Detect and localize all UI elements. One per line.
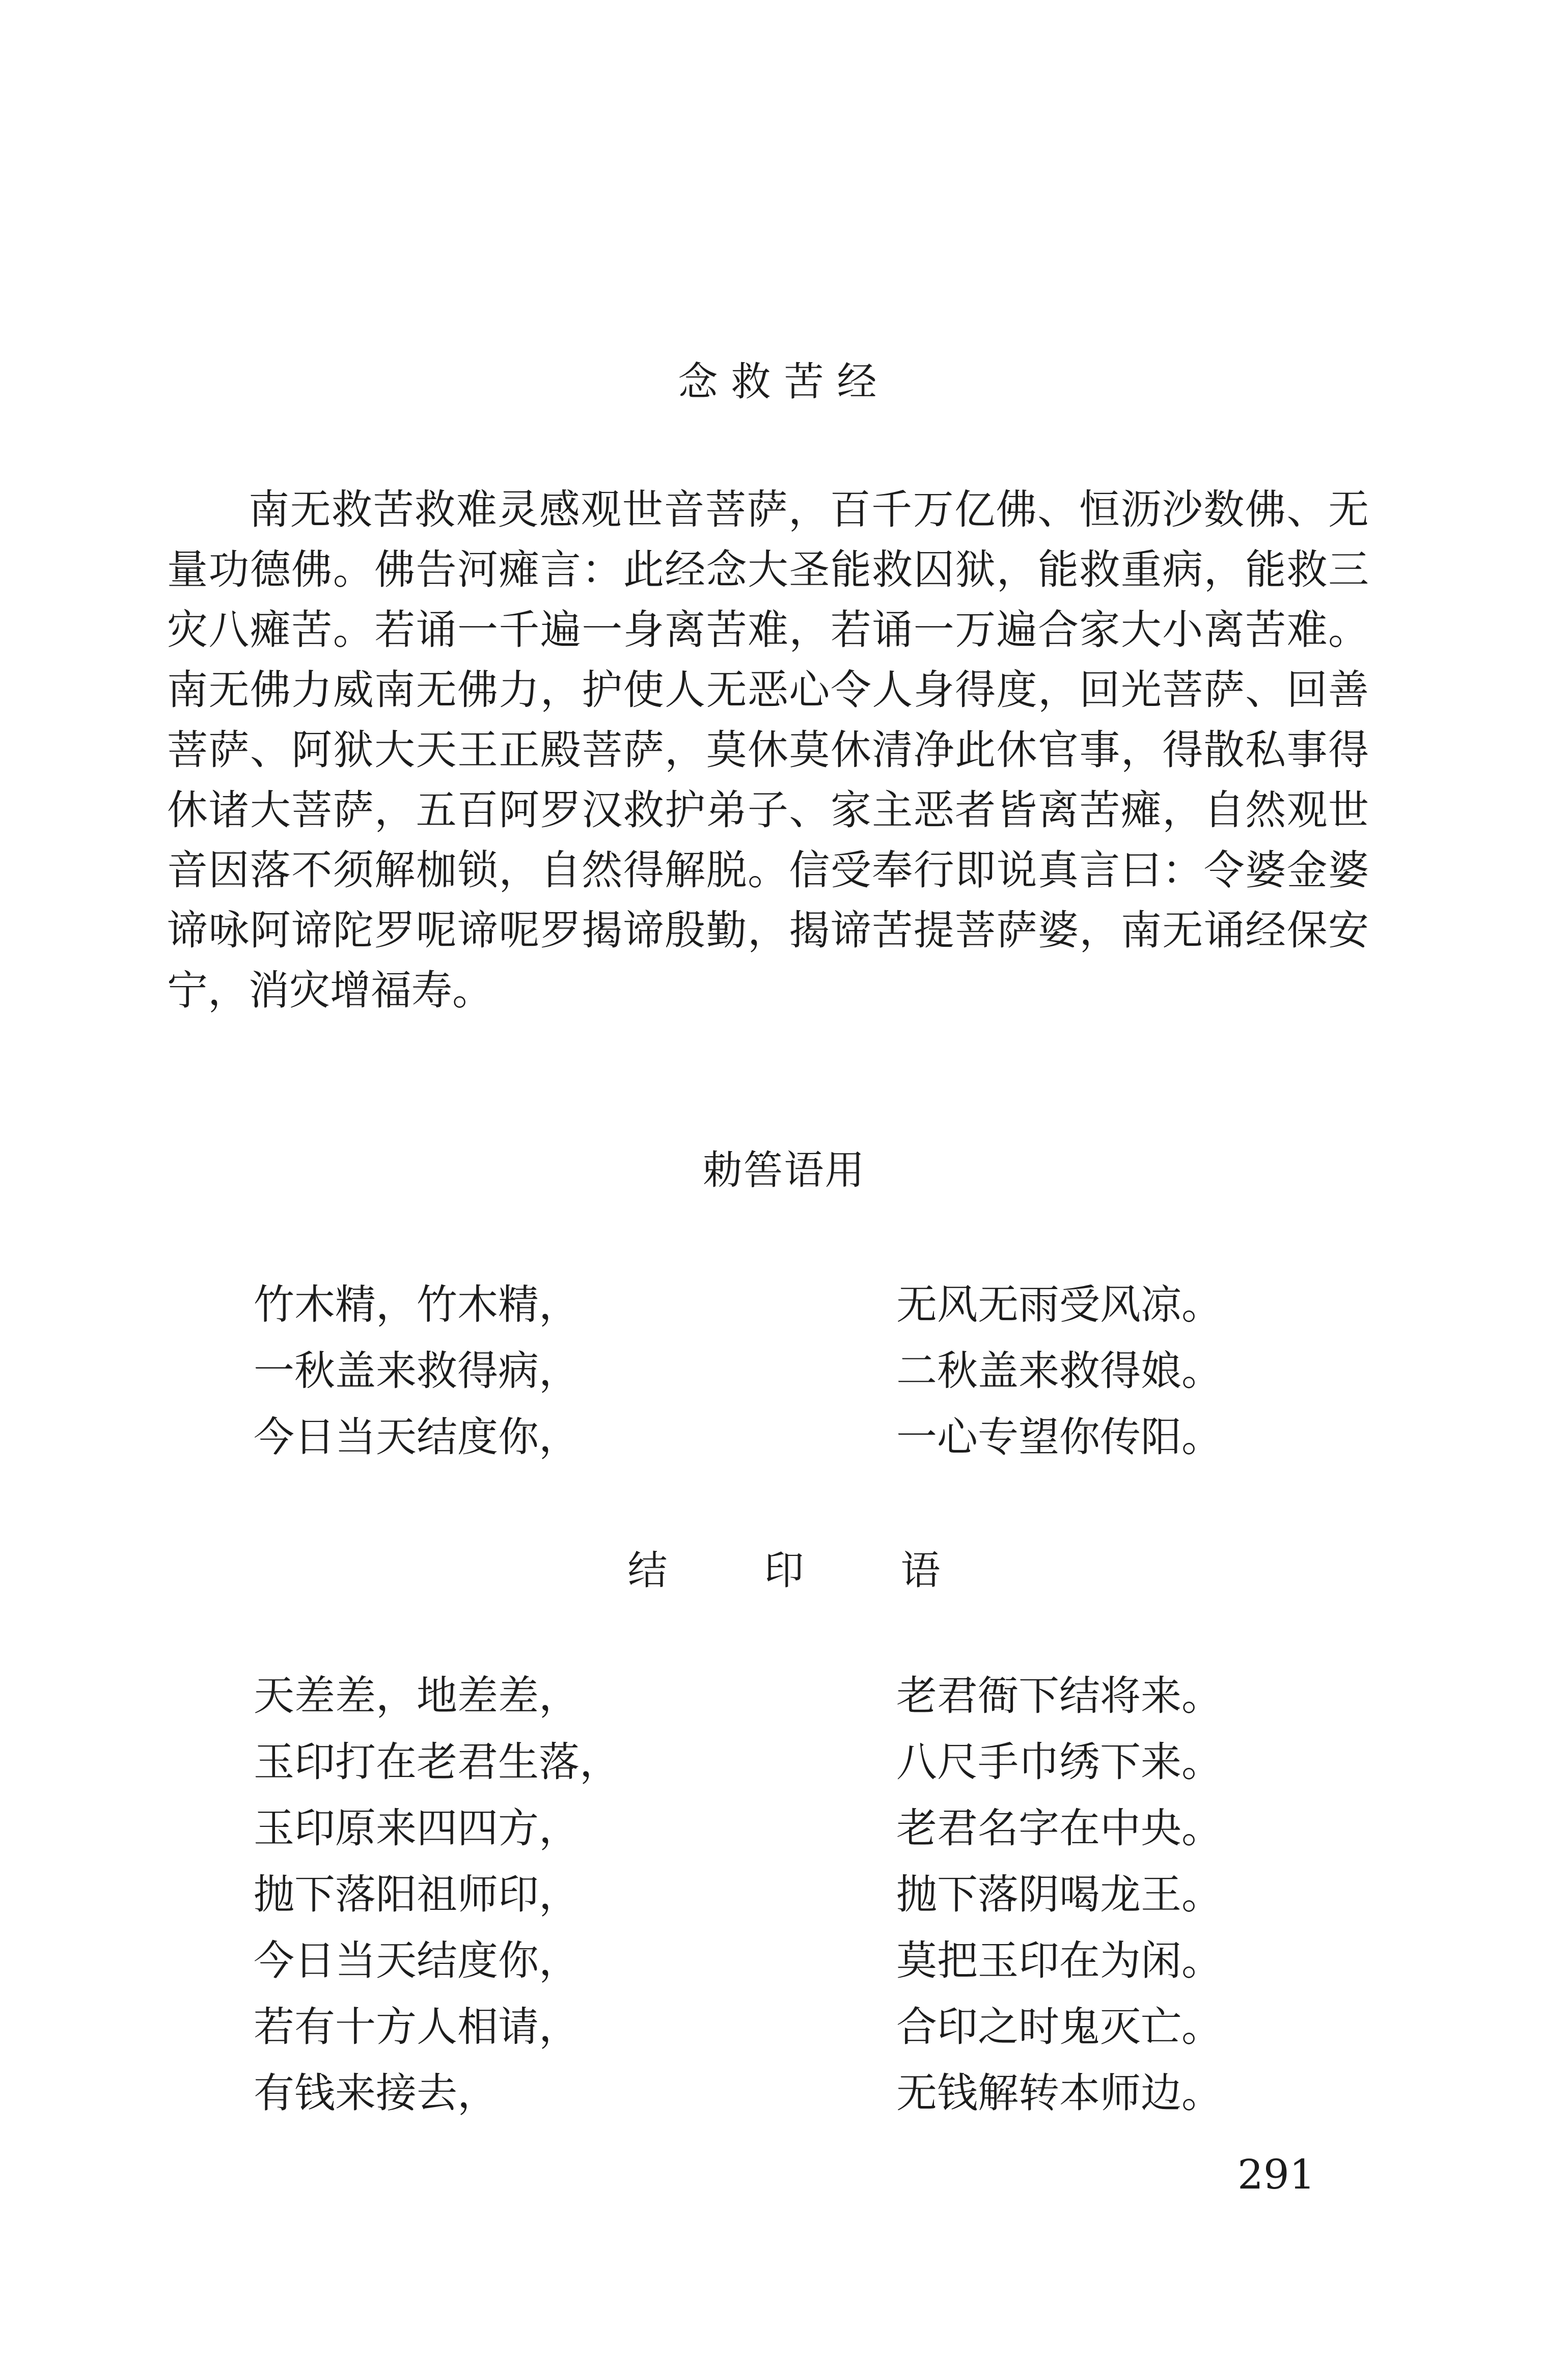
verse-line-left: 玉印打在老君生落， bbox=[254, 1738, 620, 1786]
verse-block-jieyin bbox=[0, 1663, 1568, 2126]
verse-line-right: 老君名字在中央。 bbox=[896, 1805, 1222, 1852]
verse-line-left: 一秋盖来救得病， bbox=[254, 1347, 580, 1395]
section-title-chigao: 勅筶语用 bbox=[702, 1147, 866, 1193]
verse-line-left: 今日当天结度你， bbox=[254, 1937, 580, 1984]
verse-block-chigao bbox=[0, 1272, 1568, 1470]
verse-line-right: 二秋盖来救得娘。 bbox=[896, 1347, 1222, 1395]
title-char: 语 bbox=[900, 1548, 941, 1594]
verse-line-left: 有钱来接去， bbox=[254, 2069, 498, 2117]
verse-row bbox=[0, 1928, 1568, 1994]
verse-line-left: 竹木精，竹木精， bbox=[254, 1281, 580, 1328]
verse-row bbox=[0, 1404, 1568, 1470]
verse-line-right: 莫把玉印在为闲。 bbox=[896, 1937, 1222, 1984]
verse-line-left: 天差差，地差差， bbox=[254, 1672, 580, 1719]
scripture-paragraph: 南无救苦救难灵感观世音菩萨，百千万亿佛、恒沥沙数佛、无量功德佛。佛告河瘫言：此经念大圣能救囚狱，能救重病，能救三灾八瘫苦。若诵一千遍一身离苦难，若诵一万遍合家大小离苦难。南无佛力威南无佛力，护使人无恶心令人身得度，回光菩萨、回善菩萨、阿狱大天王正殿菩萨，莫休莫休清净此休官事，得散私事得休诸大菩萨，五百阿罗汉救护弟子、家主恶者皆离苦瘫，自然观世音因落不须解枷锁，自然得解脱。信受奉行即说真言曰：令婆金婆谛咏阿谛陀罗呢谛呢罗揭谛殷勤，揭谛苦提菩萨婆，南无诵经保安宁，消灾增福寿。 bbox=[167, 486, 1369, 1014]
verse-row bbox=[0, 1338, 1568, 1404]
verse-row bbox=[0, 1862, 1568, 1928]
page-number: 291 bbox=[1237, 2151, 1315, 2198]
verse-line-left: 若有十方人相请， bbox=[254, 2003, 580, 2051]
verse-line-right: 合印之时鬼灭亡。 bbox=[896, 2003, 1222, 2051]
verse-line-right: 老君衙下结将来。 bbox=[896, 1672, 1222, 1719]
title-char: 印 bbox=[764, 1548, 804, 1594]
verse-line-right: 八尺手巾绣下来。 bbox=[896, 1738, 1222, 1786]
verse-row bbox=[0, 1795, 1568, 1862]
verse-line-left: 今日当天结度你， bbox=[254, 1413, 580, 1461]
verse-row bbox=[0, 1663, 1568, 1729]
section-title-jieyinyu bbox=[0, 1545, 1568, 1596]
verse-line-right: 无钱解转本师边。 bbox=[896, 2069, 1222, 2117]
verse-line-right: 无风无雨受风凉。 bbox=[896, 1281, 1222, 1328]
verse-row bbox=[0, 1272, 1568, 1338]
section-title-nianjiukujing: 念救苦经 bbox=[678, 359, 890, 405]
verse-row bbox=[0, 2060, 1568, 2126]
verse-row bbox=[0, 1994, 1568, 2060]
verse-line-left: 玉印原来四四方， bbox=[254, 1805, 580, 1852]
verse-line-right: 一心专望你传阳。 bbox=[896, 1413, 1222, 1461]
verse-line-left: 抛下落阳祖师印， bbox=[254, 1871, 580, 1918]
scripture-text bbox=[167, 480, 1369, 1021]
title-char: 结 bbox=[627, 1548, 668, 1594]
verse-row bbox=[0, 1729, 1568, 1795]
verse-line-right: 抛下落阴喝龙王。 bbox=[896, 1871, 1222, 1918]
